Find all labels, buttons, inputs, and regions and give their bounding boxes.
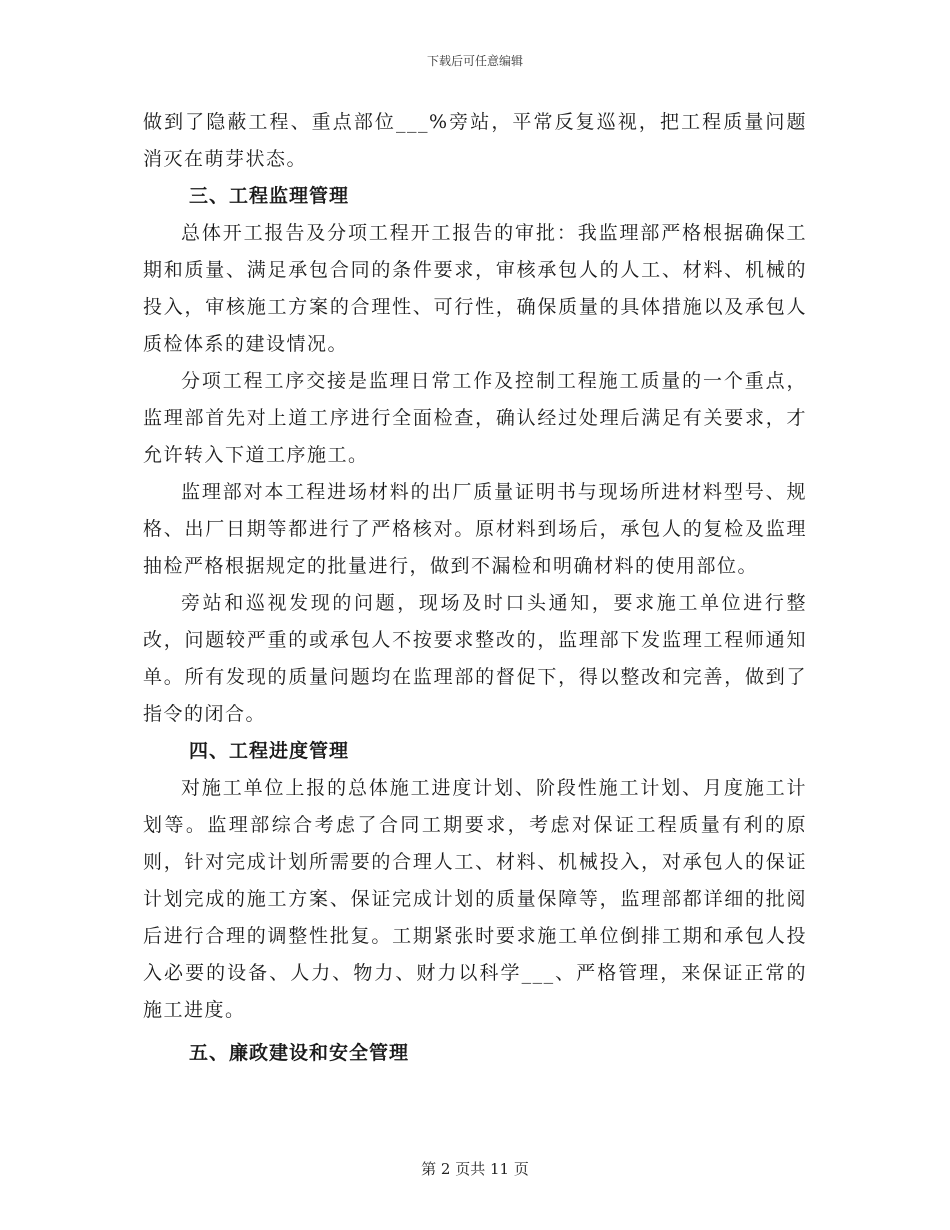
document-body: [143, 104, 807, 1072]
paragraph-approval: 总体开工报告及分项工程开工报告的审批：我监理部严格根据确保工期和质量、满足承包合同的条件要求，审核承包人的人工、材料、机械的投入，审核施工方案的合理性、可行性，确保质量的具体措施以及承包人质检体系的建设情况。: [143, 222, 807, 355]
section-heading-4: 四、工程进度管理: [189, 740, 350, 762]
page-header: 下载后可任意编辑: [426, 54, 523, 68]
section-heading-5: 五、廉政建设和安全管理: [189, 1042, 410, 1064]
paragraph-process-handover: 分项工程工序交接是监理日常工作及控制工程施工质量的一个重点，监理部首先对上道工序进行全面检查，确认经过处理后满足有关要求，才允许转入下道工序施工。: [143, 370, 807, 466]
paragraph-schedule: 对施工单位上报的总体施工进度计划、阶段性施工计划、月度施工计划等。监理部综合考虑了合同工期要求，考虑对保证工程质量有利的原则，针对完成计划所需要的合理人工、材料、机械投入，对承包人的保证计划完成的施工方案、保证完成计划的质量保障等，监理部都详细的批阅后进行合理的调整性批复。工期紧张时要求施工单位倒排工期和承包人投入必要的设备、人力、物力、财力以科学___、严格管理，来保证正常的施工进度。: [143, 777, 807, 1021]
paragraph-inspection: 旁站和巡视发现的问题，现场及时口头通知，要求施工单位进行整改，问题较严重的或承包人不按要求整改的，监理部下发监理工程师通知单。所有发现的质量问题均在监理部的督促下，得以整改和完善，做到了指令的闭合。: [143, 592, 807, 725]
page-footer: 第 2 页共 11 页: [421, 1160, 529, 1178]
paragraph-continuation: 做到了隐蔽工程、重点部位___%旁站，平常反复巡视，把工程质量问题消灭在萌芽状态。: [143, 111, 807, 170]
paragraph-materials: 监理部对本工程进场材料的出厂质量证明书与现场所进材料型号、规格、出厂日期等都进行了严格核对。原材料到场后，承包人的复检及监理抽检严格根据规定的批量进行，做到不漏检和明确材料的使用部位。: [143, 481, 807, 577]
section-heading-3: 三、工程监理管理: [189, 185, 350, 207]
